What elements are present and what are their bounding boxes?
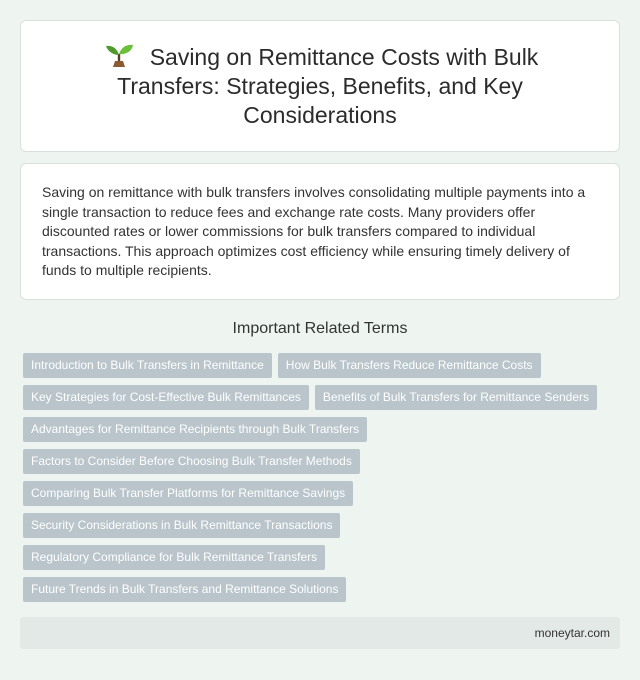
related-terms-heading: Important Related Terms [232, 320, 408, 337]
title-card [20, 20, 620, 152]
description-card [20, 163, 620, 300]
related-term-tag[interactable]: Advantages for Remittance Recipients through Bulk Transfers [23, 417, 367, 442]
page-title [85, 42, 555, 130]
related-term-tag[interactable]: How Bulk Transfers Reduce Remittance Costs [278, 353, 541, 378]
related-terms-list [23, 353, 623, 609]
footer [20, 617, 620, 649]
related-term-tag[interactable]: Regulatory Compliance for Bulk Remittance Transfers [23, 545, 325, 570]
related-term-tag[interactable]: Future Trends in Bulk Transfers and Remittance Solutions [23, 577, 346, 602]
footer-site-link[interactable]: moneytar.com [534, 626, 610, 640]
related-term-tag[interactable]: Introduction to Bulk Transfers in Remittance [23, 353, 272, 378]
related-term-tag[interactable]: Comparing Bulk Transfer Platforms for Remittance Savings [23, 481, 353, 506]
related-term-tag[interactable]: Security Considerations in Bulk Remittance Transactions [23, 513, 340, 538]
page-title-text: Saving on Remittance Costs with Bulk Transfers: Strategies, Benefits, and Key Considerations [117, 44, 539, 128]
related-term-tag[interactable]: Factors to Consider Before Choosing Bulk Transfer Methods [23, 449, 360, 474]
sprout-icon [102, 42, 136, 68]
description-text: Saving on remittance with bulk transfers involves consolidating multiple payments into a single transaction to reduce fees and exchange rate costs. Many providers offer discounted rates or lower commissions for bulk transfers compared to individual transactions. This approach optimizes cost efficiency while ensuring timely delivery of funds to multiple recipients. [42, 184, 586, 279]
related-term-tag[interactable]: Key Strategies for Cost-Effective Bulk Remittances [23, 385, 309, 410]
related-term-tag[interactable]: Benefits of Bulk Transfers for Remittance Senders [315, 385, 597, 410]
